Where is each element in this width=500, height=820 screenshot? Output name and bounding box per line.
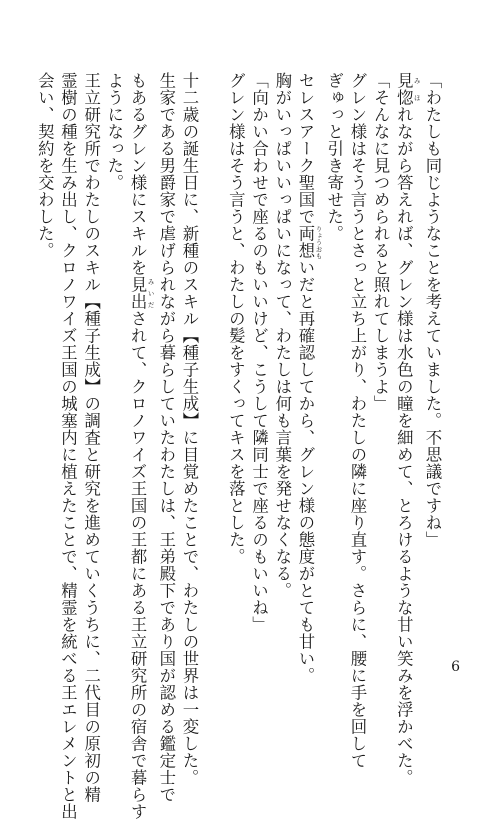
text-line: 「わたしも同じようなことを考えていました。不思議ですね」: [423, 72, 442, 548]
vertical-text-body: [35, 72, 444, 820]
page-number: 6: [451, 659, 460, 675]
paragraph-break: [201, 72, 224, 660]
text-line: [392, 72, 421, 786]
ruby-reading: りょうおも: [314, 225, 323, 259]
ruby-word: 見惚 みほ: [394, 72, 421, 106]
text-line: ようになった。: [104, 72, 124, 191]
ruby-reading: みいだ: [146, 276, 155, 310]
text-line: 会い、契約を交わした。: [35, 72, 55, 259]
text-segment: いだと再確認してから、グレン様の態度がとても甘い。: [295, 259, 315, 684]
text-segment: もあるグレン様にスキルを: [128, 72, 148, 276]
ruby-reading: みほ: [412, 72, 421, 106]
text-line: 「そんなに見つめられると照れてしまうよ」: [371, 72, 391, 412]
text-line: 霊樹の種を生み出し、クロノワイズ王国の城塞内に植えたことで、精霊を統べる王エレメントと出: [58, 72, 78, 820]
text-line: 生家である男爵家で虐げられながら暮らしていたわたしは、王弟殿下であり国が認める鑑定士で: [156, 72, 176, 803]
text-line: グレン様はそう言うとさっと立ち上がり、わたしの隣に座り直す。さらに、腰に手を回して: [347, 72, 367, 769]
text-segment: れながら答えれば、グレン様は水色の瞳を細めて、とろけるような甘い笑みを浮かべた。: [394, 106, 414, 786]
text-segment: セレスアーク聖国で: [295, 72, 315, 225]
text-line: 十二歳の誕生日に、新種のスキル【種子生成】に目覚めたことで、わたしの世界は一変した。: [179, 72, 199, 786]
text-line: [126, 72, 155, 820]
text-line: 胸がいっぱいいっぱいになって、わたしは何も言葉を発せなくなる。: [272, 72, 292, 599]
ruby-word: 見出 みいだ: [128, 276, 155, 310]
text-segment: されて、クロノワイズ王国の王都にある王立研究所の宿舎で暮らす: [128, 310, 148, 820]
text-line: 「向かい合わせで座るのもいいけど、こうして隣同士で座るのもいいね」: [249, 72, 269, 633]
text-line: [294, 72, 323, 684]
text-line: グレン様はそう言うと、わたしの髪をすくってキスを落とした。: [226, 72, 246, 565]
text-line: ぎゅっと引き寄せた。: [324, 72, 344, 242]
text-line: 王立研究所でわたしのスキル【種子生成】の調査と研究を進めていくうちに、二代目の原初の精: [81, 72, 101, 803]
ruby-word: 両想 りょうおも: [295, 225, 323, 259]
